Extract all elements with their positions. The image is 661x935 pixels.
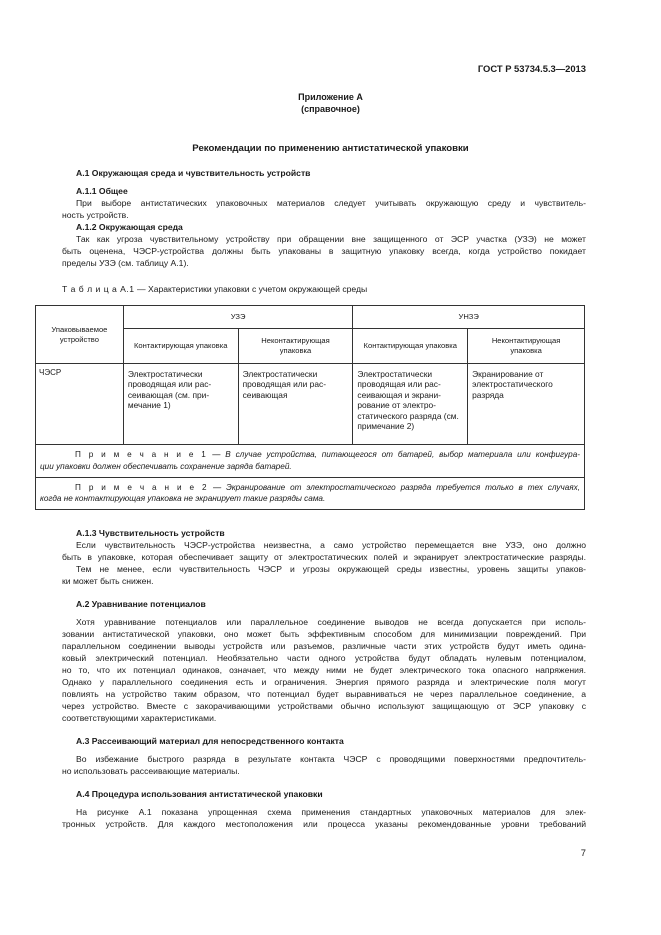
section-a3-line2: но использовать рассеивающие материалы. bbox=[62, 766, 240, 776]
section-a12-line2: быть оценена, ЧЭСР-устройства должны быть упакованы в защитную упаковку всегда, когда устройство покидает bbox=[62, 246, 586, 256]
section-a2-line: ковый электрический потенциал. Необязательно части одного устройства будут обладать нулевым потенциалом, bbox=[62, 653, 586, 663]
section-a13-line1: Если чувствительность ЧЭСР-устройства неизвестна, а само устройство перемещается вне УЗЭ, оно должно bbox=[76, 540, 586, 550]
note-1-text: — В случае устройства, питающегося от батарей, выбор материала или конфигура- bbox=[207, 450, 580, 459]
row-label: ЧЭСР bbox=[36, 364, 124, 445]
section-a13-title: А.1.3 Чувствительность устройств bbox=[76, 528, 225, 538]
document-code: ГОСТ Р 53734.5.3—2013 bbox=[477, 63, 586, 74]
cell-uze-noncontact: Электростатически проводящая или рассеивающая bbox=[238, 364, 353, 445]
note-1-label: П р и м е ч а н и е 1 bbox=[75, 450, 208, 459]
table-caption-text: — Характеристики упаковки с учетом окружающей среды bbox=[134, 284, 368, 294]
table-notes bbox=[36, 445, 585, 510]
note-2 bbox=[40, 482, 580, 494]
section-a2-line: через устройство. Вместе с закорачивающими устройствами обычно используют защищающую от ЭСР упаковку с bbox=[62, 701, 586, 711]
header-device: Упаковываемое устройство bbox=[36, 306, 124, 364]
note-1-text-cont: ции упаковки должен обеспечивать сохранение заряда батарей. bbox=[40, 461, 292, 471]
header-unze-noncontact: Неконтактирующая упаковка bbox=[468, 329, 585, 364]
header-unze-contact: Контактирующая упаковка bbox=[353, 329, 468, 364]
section-a11-line1: При выборе антистатических упаковочных материалов следует учитывать окружающую среду и чувствитель- bbox=[76, 198, 586, 208]
cell-unze-contact: Электростатически проводящая или рассеивающая и экранирование от электростатического разряда (см. примечание 2) bbox=[353, 364, 468, 445]
page-number: 7 bbox=[580, 847, 586, 858]
section-a12-title: А.1.2 Окружающая среда bbox=[76, 222, 183, 232]
table-notes-row bbox=[36, 445, 585, 510]
section-a4-line1: На рисунке А.1 показана упрощенная схема применения стандартных упаковочных материалов для элек- bbox=[76, 807, 586, 817]
note-2-text: — Экранирование от электростатического разряда требуется только в тех случаях, bbox=[208, 482, 581, 492]
appendix-title: Приложение А bbox=[298, 92, 363, 102]
table-row bbox=[36, 364, 585, 445]
section-a2-line: но то, что их потенциал одинаков, означает, что между ними не будет электрического тока опасного напряжения. bbox=[62, 665, 586, 675]
section-a11-title: А.1.1 Общее bbox=[76, 186, 128, 196]
section-a2-line: Хотя уравнивание потенциалов или параллельное соединение выводов не всегда допускается при исполь- bbox=[76, 617, 586, 627]
header-uze-noncontact: Неконтактирующая упаковка bbox=[238, 329, 353, 364]
table-caption-label: Т а б л и ц а А.1 bbox=[62, 284, 135, 294]
header-unze: УНЗЭ bbox=[353, 306, 585, 329]
note-2-label: П р и м е ч а н и е 2 bbox=[75, 482, 209, 492]
header-uze: УЗЭ bbox=[123, 306, 353, 329]
section-a2-line: параллельном соединении выводы устройств или разъемов, различные части этих устройств будут иметь одина- bbox=[62, 641, 586, 651]
main-title: Рекомендации по применению антистатической упаковки bbox=[192, 143, 469, 154]
section-a2-line: соответствующими характеристиками. bbox=[62, 713, 217, 723]
section-a11-line2: ность устройств. bbox=[62, 210, 129, 220]
section-a13-line3: Тем не менее, если чувствительность ЧЭСР и угрозы окружающей среды известны, уровень защиты упаков- bbox=[76, 564, 586, 574]
cell-unze-noncontact: Экранирование от электростатического разряда bbox=[468, 364, 585, 445]
section-a2-title: А.2 Уравнивание потенциалов bbox=[76, 599, 206, 609]
section-a4-title: А.4 Процедура использования антистатической упаковки bbox=[76, 789, 323, 799]
table-caption bbox=[62, 284, 367, 296]
packaging-table bbox=[35, 305, 585, 510]
section-a13-line4: ки может быть снижен. bbox=[62, 576, 154, 586]
note-2-text-cont: когда не контактирующая упаковка не экранирует такие разряды сама. bbox=[40, 494, 326, 504]
section-a4-line2: тронных устройств. Для каждого местоположения или процесса указаны рекомендованные уровни требований bbox=[62, 819, 586, 829]
header-uze-contact: Контактирующая упаковка bbox=[123, 329, 238, 364]
section-a2-line: повлиять на устройство таким образом, что потенциал будет выравниваться не через параллельное соединение, а bbox=[62, 689, 586, 699]
section-a12-line1: Так как угроза чувствительному устройству при обращении вне защищенного от ЭСР участка (УЗЭ) не может bbox=[76, 234, 586, 244]
section-a3-title: А.3 Рассеивающий материал для непосредственного контакта bbox=[76, 736, 344, 746]
section-a2-line: Однако у параллельного соединения есть и ограничения. Энергия прямого разряда и электрические поля могут bbox=[62, 677, 586, 687]
section-a12-line3: пределы УЗЭ (см. таблицу А.1). bbox=[62, 258, 189, 268]
note-1 bbox=[40, 449, 580, 461]
section-a1-title: А.1 Окружающая среда и чувствительность устройств bbox=[76, 168, 311, 178]
cell-uze-contact: Электростатически проводящая или рассеивающая (см. примечание 1) bbox=[123, 364, 238, 445]
section-a3-line1: Во избежание быстрого разряда в результате контакта ЧЭСР с проводящими поверхностями предпочтитель- bbox=[76, 754, 586, 764]
section-a2-line: зовании антистатической упаковки, оно может быть эффективным способом для минимизации повреждений. При bbox=[62, 629, 586, 639]
appendix-subtitle: (справочное) bbox=[301, 104, 360, 114]
section-a13-line2: быть в упаковке, которая обеспечивает защиту от электростатических полей и экранирует электростатические разряды. bbox=[62, 552, 586, 562]
